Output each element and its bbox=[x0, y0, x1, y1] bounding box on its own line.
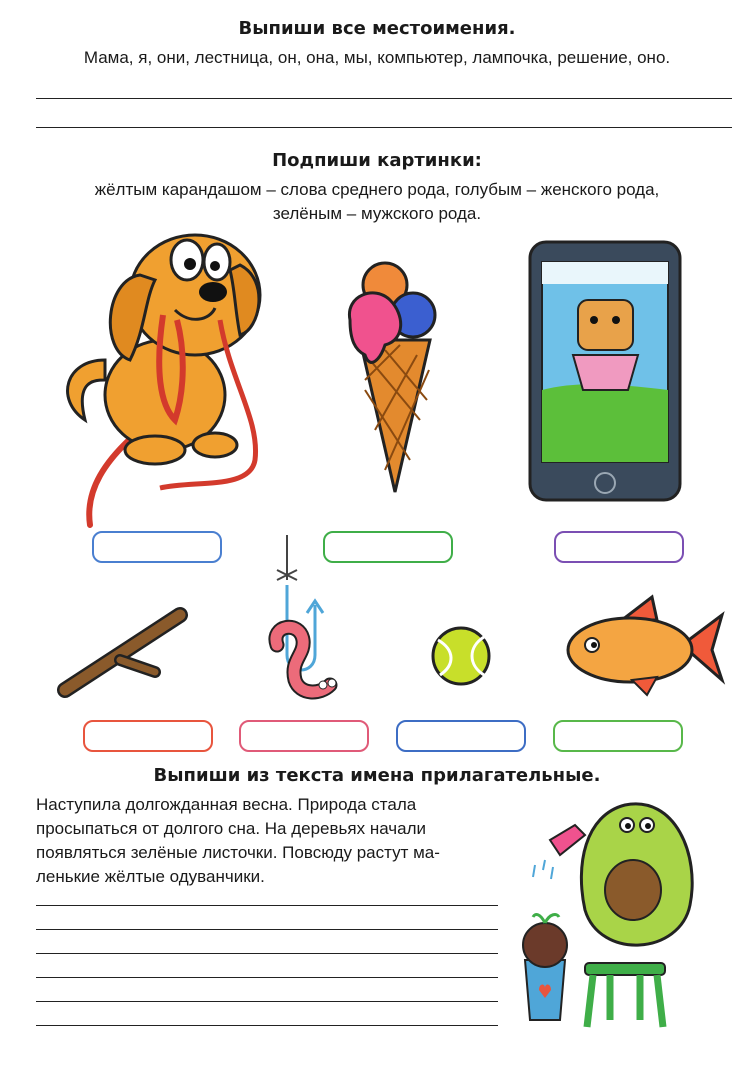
task3-paragraph-line-4: ленькие жёлтые одуванчики. bbox=[36, 867, 265, 886]
label-box-dog[interactable] bbox=[92, 531, 222, 563]
stick-icon bbox=[55, 610, 185, 705]
task1-answer-line-2[interactable] bbox=[36, 127, 732, 128]
worm-on-hook-icon bbox=[265, 535, 345, 705]
dog-icon bbox=[45, 220, 275, 530]
task2-instruction-line-2: зелёным – мужского рода. bbox=[272, 204, 482, 223]
label-box-worm[interactable] bbox=[239, 720, 369, 752]
task3-answer-line-6[interactable] bbox=[36, 1025, 498, 1026]
task1-answer-line-1[interactable] bbox=[36, 98, 732, 99]
label-box-fish[interactable] bbox=[553, 720, 683, 752]
task3-answer-line-2[interactable] bbox=[36, 929, 498, 930]
task3-paragraph-line-1: Наступила долгожданная весна. Природа стала bbox=[36, 795, 417, 814]
label-box-phone[interactable] bbox=[554, 531, 684, 563]
task3-paragraph-line-3: появляться зелёные листочки. Повсюду растут ма- bbox=[36, 843, 440, 862]
task3-answer-line-4[interactable] bbox=[36, 977, 498, 978]
task2-instruction-line-1: жёлтым карандашом – слова среднего рода, голубым – женского рода, bbox=[94, 180, 660, 199]
task3-heading: Выпиши из текста имена прилагательные. bbox=[153, 765, 601, 786]
label-box-stick[interactable] bbox=[83, 720, 213, 752]
tennis-ball-icon bbox=[430, 625, 492, 687]
ice-cream-icon bbox=[345, 260, 440, 495]
task2-heading: Подпиши картинки: bbox=[272, 150, 482, 171]
task1-heading: Выпиши все местоимения. bbox=[238, 18, 516, 39]
avocado-watering-plant-icon bbox=[515, 795, 715, 1030]
task3-answer-line-5[interactable] bbox=[36, 1001, 498, 1002]
fish-icon bbox=[562, 595, 727, 700]
task3-answer-line-3[interactable] bbox=[36, 953, 498, 954]
task3-answer-line-1[interactable] bbox=[36, 905, 498, 906]
task3-paragraph-line-2: просыпаться от долгого сна. На деревьях начали bbox=[36, 819, 427, 838]
task1-word-list: Мама, я, они, лестница, он, она, мы, компьютер, лампочка, решение, оно. bbox=[83, 48, 671, 67]
label-box-ball[interactable] bbox=[396, 720, 526, 752]
phone-icon bbox=[528, 240, 683, 505]
